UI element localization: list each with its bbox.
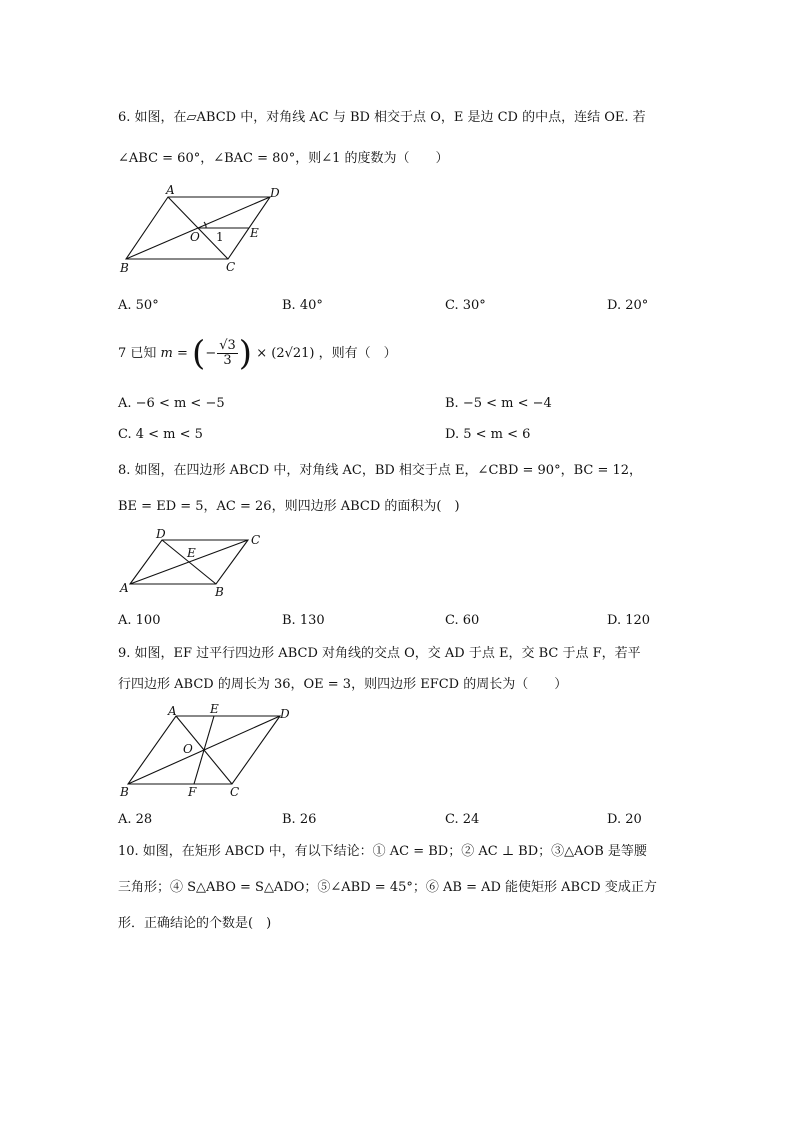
q9-stem-line2: 行四边形 ABCD 的周长为 36，OE = 3，则四边形 EFCD 的周长为（ ）: [118, 677, 568, 692]
q7-times: ×: [256, 346, 268, 361]
q7-prefix: 7 已知: [118, 346, 157, 361]
q9-label-e: E: [210, 702, 219, 716]
q9-segment-ef: [194, 716, 214, 784]
q6-option-b: B. 40°: [282, 298, 323, 313]
q6-label-1: 1: [216, 230, 224, 244]
q7-option-d: D. 5 < m < 6: [445, 427, 531, 442]
q9-label-d: D: [280, 707, 290, 721]
q9-label-b: B: [120, 785, 129, 799]
q7-m: m =: [160, 346, 188, 361]
q10-stem-line2: 三角形；④ S△ABO = S△ADO；⑤∠ABD = 45°；⑥ AB = AD 能使矩形 ABCD 变成正方: [118, 880, 657, 895]
q8-option-c: C. 60: [445, 613, 480, 628]
q9-option-b: B. 26: [282, 812, 317, 827]
q6-label-o: O: [190, 230, 200, 244]
q7-factor-close: ): [309, 346, 315, 361]
q6-stem-line1: 6. 如图，在▱ABCD 中，对角线 AC 与 BD 相交于点 O，E 是边 CD 的中点，连结 OE. 若: [118, 110, 646, 125]
q7-numerator: √3: [219, 338, 236, 353]
q6-stem-line2: ∠ABC = 60°，∠BAC = 80°，则∠1 的度数为（ ）: [118, 151, 449, 166]
q8-label-e: E: [187, 546, 196, 560]
q9-parallelogram-figure: [118, 702, 308, 797]
q6-label-a: A: [166, 183, 175, 197]
q6-label-e: E: [250, 226, 259, 240]
q7-suffix: ，则有（ ）: [318, 346, 397, 361]
q9-option-c: C. 24: [445, 812, 480, 827]
q8-label-c: C: [251, 533, 261, 547]
q6-option-d: D. 20°: [607, 298, 649, 313]
q7-denominator: 3: [223, 353, 232, 368]
q10-stem-line1: 10. 如图，在矩形 ABCD 中，有以下结论：① AC = BD；② AC ⊥ BD；③△AOB 是等腰: [118, 844, 647, 859]
q9-label-f: F: [188, 785, 197, 799]
q7-factor-open: (: [271, 346, 277, 361]
q7-factor: 2√21: [276, 346, 310, 361]
q8-label-b: B: [215, 585, 224, 599]
q6-label-b: B: [120, 261, 129, 275]
q6-parallelogram-figure: [118, 185, 298, 275]
q9-option-a: A. 28: [118, 812, 153, 827]
q8-option-d: D. 120: [607, 613, 651, 628]
q6-label-d: D: [270, 186, 280, 200]
q9-label-a: A: [168, 704, 177, 718]
q7-neg: −: [205, 346, 217, 361]
q8-label-a: A: [120, 581, 129, 595]
q7-left-paren: (: [192, 333, 206, 374]
q6-option-c: C. 30°: [445, 298, 486, 313]
q7-option-c: C. 4 < m < 5: [118, 427, 203, 442]
q8-stem-line2: BE = ED = 5，AC = 26，则四边形 ABCD 的面积为( ): [118, 499, 460, 514]
q9-option-d: D. 20: [607, 812, 642, 827]
q7-fraction: [217, 339, 238, 368]
q8-quadrilateral-figure: [118, 528, 278, 598]
q8-stem-line1: 8. 如图，在四边形 ABCD 中，对角线 AC，BD 相交于点 E，∠CBD = 90°，BC = 12，: [118, 463, 643, 478]
q9-stem-line1: 9. 如图，EF 过平行四边形 ABCD 对角线的交点 O，交 AD 于点 E，交 BC 于点 F，若平: [118, 646, 641, 661]
q6-option-a: A. 50°: [118, 298, 159, 313]
q9-label-o: O: [183, 742, 193, 756]
q9-label-c: C: [230, 785, 240, 799]
q7-right-paren: ): [238, 333, 253, 374]
q10-stem-line3: 形．正确结论的个数是( ): [118, 916, 272, 931]
q8-option-b: B. 130: [282, 613, 325, 628]
q8-option-a: A. 100: [118, 613, 161, 628]
q7-stem: [118, 332, 397, 376]
q7-option-b: B. −5 < m < −4: [445, 396, 552, 411]
q8-label-d: D: [156, 527, 166, 541]
q6-label-c: C: [226, 260, 236, 274]
q7-option-a: A. −6 < m < −5: [118, 396, 225, 411]
